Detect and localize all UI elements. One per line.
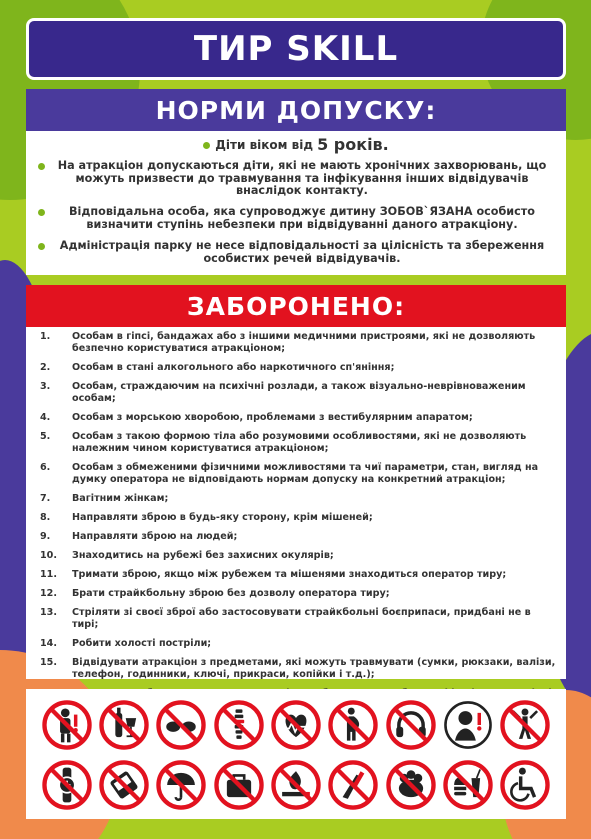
list-item: 13. Стріляти зі своєї зброї або застосовувати страйкбольні боєприпаси, придбані не в тирі;	[40, 607, 531, 630]
bullet-icon	[38, 163, 45, 170]
list-item: 8. Направляти зброю в будь-яку сторону, крім мішеней;	[40, 512, 373, 523]
no-bag-icon	[210, 759, 267, 811]
list-item: 10. Знаходитись на рубежі без захисних окулярів;	[40, 550, 334, 561]
no-sunglasses-icon	[153, 699, 210, 751]
no-pets-icon	[382, 759, 439, 811]
no-headphones-icon	[382, 699, 439, 751]
admission-rules-header	[26, 89, 566, 131]
prohibited-panel	[26, 285, 566, 679]
list-item: 3. Особам, страждаючим на психічні розлади, а також візуально-неврівноваженим особам;	[40, 381, 526, 404]
page-title: ТИР SKILL	[193, 29, 399, 69]
list-item: 5. Особам з такою формою тіла або розумовими особливостями, які не дозволяють належним чином користуватися атракціоном;	[40, 431, 527, 454]
wheelchair-icon	[497, 759, 554, 811]
list-item: 15. Відвідувати атракціон з предметами, які можуть травмувати (сумки, рюкзаки, валізи, телефон, годинники, ключі, прикраси, копійки і т.д.);	[40, 657, 556, 680]
prohibited-header	[26, 285, 566, 327]
list-item: 1. Особам в гіпсі, бандажах або з іншими медичними пристроями, які не дозволяють безпечно користуватися атракціоном;	[40, 331, 536, 354]
bullet-icon	[38, 243, 45, 250]
no-camera-icon	[497, 699, 554, 751]
list-item: 7. Вагітним жінкам;	[40, 493, 169, 504]
admission-rule-age: Діти віком від 5 років.	[38, 139, 554, 152]
page-title-bar	[26, 18, 566, 80]
prohibited-list	[26, 327, 566, 712]
no-injured-person-icon	[38, 699, 95, 751]
prohibited-heading: ЗАБОРОНЕНО:	[186, 291, 406, 321]
no-watch-icon	[38, 759, 95, 811]
no-sharp-objects-icon	[325, 759, 382, 811]
no-alcohol-icon	[95, 699, 152, 751]
admission-rule-health: На атракціон допускаються діти, які не мають хронічних захворювань, що можуть призвести до травмування та інфікування інших відвідувачів внаслідок контакту.	[38, 160, 554, 198]
no-child-icon	[439, 699, 496, 751]
no-pregnant-icon	[325, 699, 382, 751]
list-item: 14. Робити холості постріли;	[40, 638, 212, 649]
admission-rules-panel	[26, 89, 566, 275]
no-phone-icon	[95, 759, 152, 811]
no-food-drink-icon	[439, 759, 496, 811]
list-item: 6. Особам з обмеженими фізичними можливостями та чиї параметри, стан, вигляд на думку оператора не відповідають нормам допуску на конкретний атракціон;	[40, 462, 539, 485]
no-smoking-icon	[267, 759, 324, 811]
list-item: 2. Особам в стані алкогольного або наркотичного сп'яніння;	[40, 362, 395, 373]
bullet-icon	[38, 209, 45, 216]
list-item: 4. Особам з морською хворобою, проблемами з вестибулярним апаратом;	[40, 412, 473, 423]
list-item: 9. Направляти зброю на людей;	[40, 531, 238, 542]
admission-rules-heading: НОРМИ ДОПУСКУ:	[155, 95, 437, 125]
no-spine-injury-icon	[210, 699, 267, 751]
prohibition-icons-panel	[26, 689, 566, 819]
admission-rule-guardian: Відповідальна особа, яка супроводжує дитину ЗОБОВ`ЯЗАНА особисто визначити ступінь небезпеки при відвідуванні даного атракціону.	[38, 206, 554, 232]
no-heart-condition-icon	[267, 699, 324, 751]
bullet-icon	[203, 142, 210, 149]
no-umbrella-icon	[153, 759, 210, 811]
list-item: 12. Брати страйкбольну зброю без дозволу оператора тиру;	[40, 588, 390, 599]
admission-rule-liability: Адміністрація парку не несе відповідальності за цілісність та збереження особистих речей відвідувачів.	[38, 240, 554, 266]
list-item: 11. Тримати зброю, якщо між рубежем та мішенями знаходиться оператор тиру;	[40, 569, 507, 580]
